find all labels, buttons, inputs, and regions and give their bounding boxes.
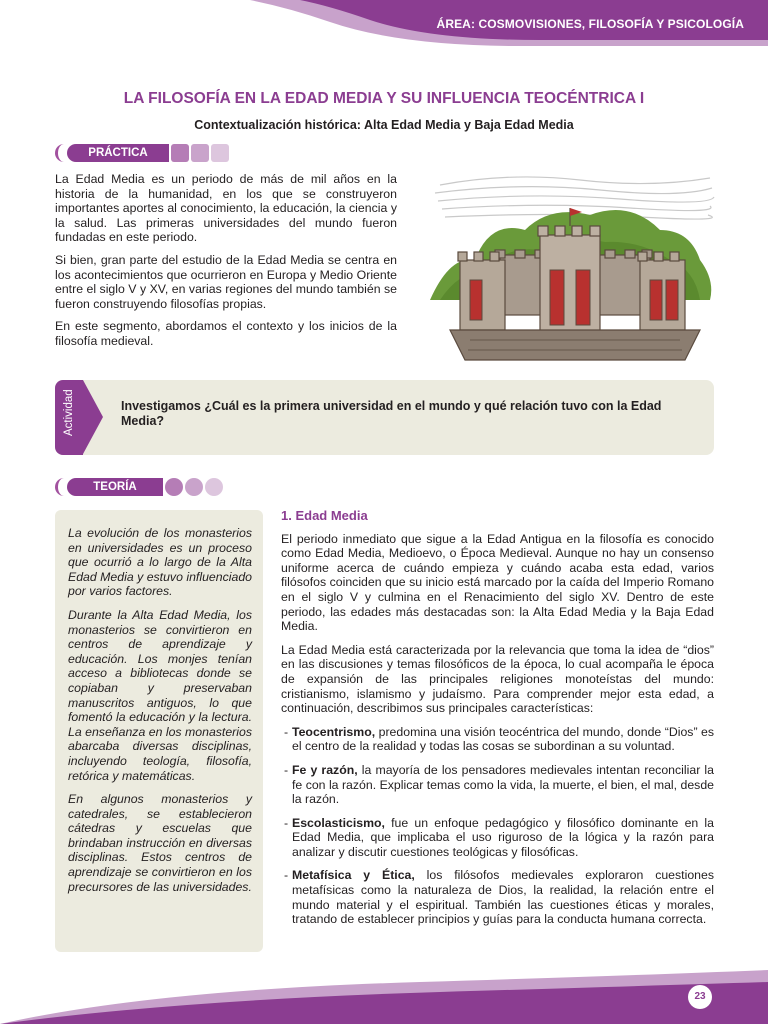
area-label: ÁREA: COSMOVISIONES, FILOSOFÍA Y PSICOLOGÍA (436, 17, 744, 31)
page-number: 23 (688, 985, 712, 1009)
activity-tab (55, 380, 83, 455)
list-item: - Escolasticismo, fue un enfoque pedagógico y filosófico dominante en la Edad Media, que implicaba el uso riguroso de la lógica y la razón para analizar y discutir cuestiones teológicas y filosóficas. (284, 815, 714, 859)
intro-paragraph: La Edad Media es un periodo de más de mil años en la historia de la humanidad, en los que se construyeron importantes aportes al conocimiento, la educación, la ciencia y la salud. Las primeras universidades del mundo fueron fundadas en este periodo. (55, 172, 397, 245)
intro-text (55, 172, 397, 357)
sidebar-paragraph: En algunos monasterios y catedrales, se establecieron cátedras y escuelas que brindaban instrucción en diversas disciplinas. Estos centros de aprendizaje se convirtieron en los precursores de las universidades. (68, 792, 252, 894)
section-title: 1. Edad Media (281, 508, 368, 523)
footer-band (0, 960, 768, 1024)
circle-icon (205, 478, 223, 496)
main-content (281, 509, 714, 936)
circle-icon (165, 478, 183, 496)
square-icon (171, 144, 189, 162)
activity-label: Actividad (63, 389, 75, 436)
square-icon (191, 144, 209, 162)
list-item: - Fe y razón, la mayoría de los pensadores medievales intentan reconciliar la fe con la razón. Explicar temas como la vida, la muerte, el bien, el mal, desde la razón. (284, 762, 714, 807)
intro-paragraph: Si bien, gran parte del estudio de la Edad Media se centra en los acontecimientos que ocurrieron en Europa y Medio Oriente entre el siglo V y XV, en varias regiones del mundo también se fueron construyendo filosofías propias. (55, 252, 397, 311)
bullet-term: Escolasticismo, (292, 815, 385, 830)
bullet-text: la mayoría de los pensadores medievales intentan reconciliar la fe con la razón. Explicar temas como la vida, la muerte, el bien, el mal, desde la razón. (292, 762, 714, 807)
teoria-header (55, 477, 223, 497)
bullet-term: Fe y razón, (292, 762, 358, 777)
practica-pill: PRÁCTICA (67, 144, 169, 162)
page-subtitle: Contextualización histórica: Alta Edad Media y Baja Edad Media (194, 118, 574, 132)
sidebar-note (55, 510, 263, 952)
activity-question: Investigamos ¿Cuál es la primera universidad en el mundo y qué relación tuvo con la Edad Media? (121, 399, 662, 428)
circle-icon (185, 478, 203, 496)
intro-paragraph: En este segmento, abordamos el contexto y los inicios de la filosofía medieval. (55, 319, 397, 348)
arrow-right-icon (83, 380, 103, 454)
list-item: - Metafísica y Ética, los filósofos medievales exploraron cuestiones metafísicas como la naturaleza de Dios, la realidad, la relación entre el mundo material y el espiritual. También las cuestiones éticas y morales, tratando de establecer principios y guías para la conducta humana correcta. (284, 868, 714, 927)
bullet-text: los filósofos medievales exploraron cuestiones metafísicas como la naturaleza de Dios, la realidad, la relación entre el mundo material y el espiritual. También las cuestiones éticas y morales, tratando de establecer principios y guías para la conducta humana correcta. (292, 868, 714, 927)
sidebar-paragraph: Durante la Alta Edad Media, los monasterios se convirtieron en centros de aprendizaje y educación. Los monjes tenían acceso a bibliotecas donde se copiaban y preservaban manuscritos antiguos, lo que fomentó la educación y la lectura. La enseñanza en los monasterios abarcaba diversas disciplinas, incluyendo teología, filosofía, retórica y matemáticas. (68, 607, 252, 783)
bullet-term: Teocentrismo, (292, 724, 376, 739)
main-paragraph: La Edad Media está caracterizada por la relevancia que toma la idea de “dios” en las discusiones y temas filosóficos de la época, lo cual acompaña le época de expansión de las principales religiones monoteístas del mundo: cristianismo, islamismo y judaísmo. Para comprender mejor esta edad, a continuación, describimos sus principales características: (281, 642, 714, 716)
bullet-text: predomina una visión teocéntrica del mundo, donde “Dios” es el centro de la realidad y todas las cosas se subordinan a su voluntad. (292, 724, 714, 754)
bullet-term: Metafísica y Ética, (292, 868, 415, 883)
page-title: LA FILOSOFÍA EN LA EDAD MEDIA Y SU INFLUENCIA TEOCÉNTRICA I (123, 90, 645, 107)
activity-box (55, 380, 714, 455)
castle-illustration (430, 160, 715, 365)
sidebar-paragraph: La evolución de los monasterios en universidades es un proceso que ocurrió a lo largo de la Alta Edad Media y estuvo influenciado por varios factores. (68, 526, 252, 599)
bullet-text: fue un enfoque pedagógico y filosófico dominante en la Edad Media, que implicaba el uso riguroso de la lógica y la razón para analizar y discutir cuestiones teológicas y filosóficas. (292, 815, 714, 859)
teoria-pill: TEORÍA (67, 478, 163, 496)
practica-header (55, 143, 229, 163)
square-icon (211, 144, 229, 162)
main-paragraph: El periodo inmediato que sigue a la Edad Antigua en la filosofía es conocido como Edad Media, Medioevo, o Época Medieval. Aunque no hay un consenso uniforme acerca de cuándo empieza y cuándo acaba esta edad, varios filósofos coinciden que su inicio está marcado por la caída del Imperio Romano en el siglo V y culmina en el Renacimiento del siglo XV. Dentro de este periodo, las edades más destacadas son: la Alta Edad Media y la Baja Edad Media. (281, 531, 714, 634)
list-item: - Teocentrismo, predomina una visión teocéntrica del mundo, donde “Dios” es el centro de la realidad y todas las cosas se subordinan a su voluntad. (284, 724, 714, 754)
